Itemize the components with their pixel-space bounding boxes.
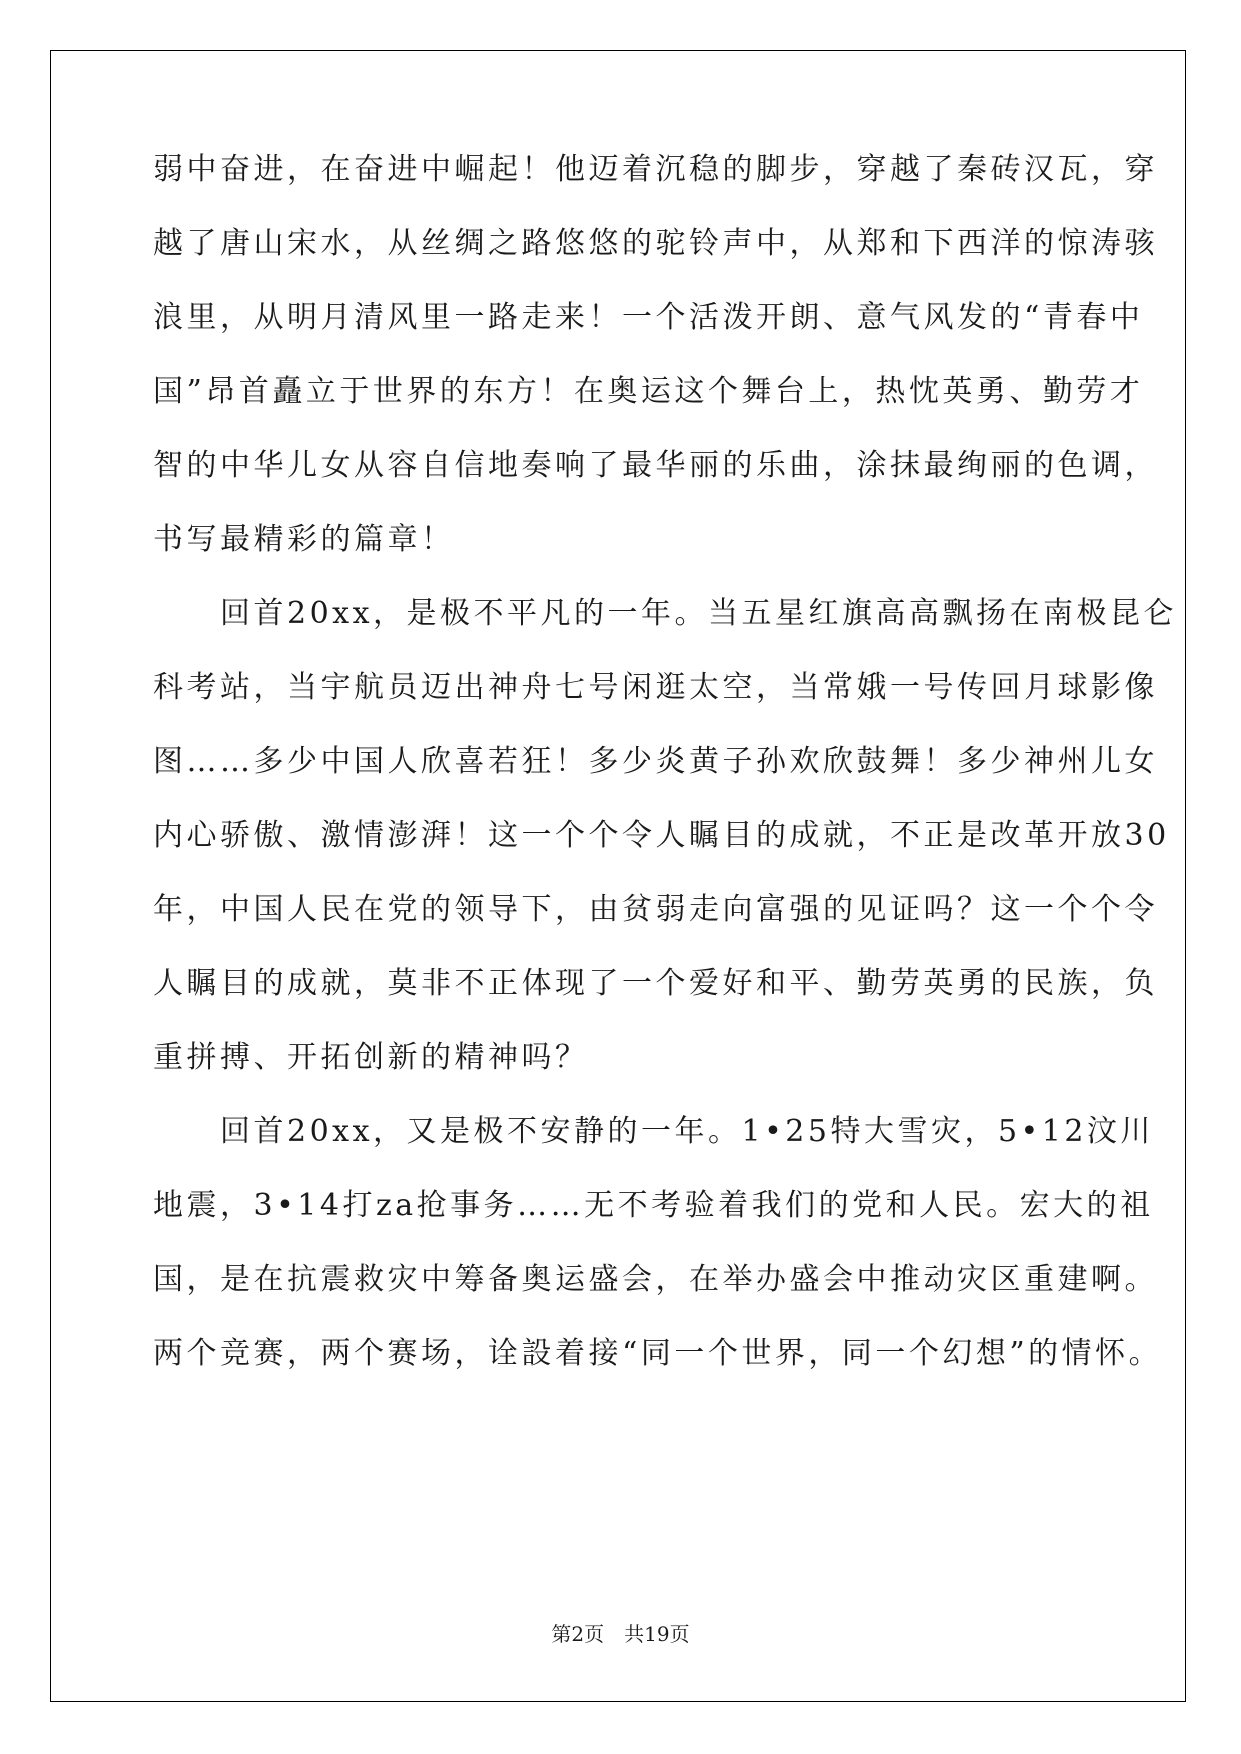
- text-line: 回首20xx，又是极不安静的一年。1•25特大雪灾，5•12汶川: [153, 1114, 1154, 1149]
- text-line: 科考站，当宇航员迈出神舟七号闲逛太空，当常娥一号传回月球影像: [153, 670, 1158, 705]
- text-line: 内心骄傲、激情澎湃！这一个个令人瞩目的成就，不正是改革开放30: [153, 818, 1170, 853]
- text-line: 图……多少中国人欣喜若狂！多少炎黄子孙欢欣鼓舞！多少神州儿女: [153, 744, 1158, 779]
- text-line: 智的中华儿女从容自信地奏响了最华丽的乐曲，涂抹最绚丽的色调，: [153, 448, 1158, 483]
- text-line: 弱中奋进，在奋进中崛起！他迈着沉稳的脚步，穿越了秦砖汉瓦，穿: [153, 152, 1158, 187]
- text-line: 回首20xx，是极不平凡的一年。当五星红旗高高飘扬在南极昆仑: [153, 596, 1178, 631]
- text-line: 国”昂首矗立于世界的东方！在奥运这个舞台上，热忱英勇、勤劳才: [153, 374, 1144, 409]
- text-line: 重拼搏、开拓创新的精神吗？: [153, 1040, 589, 1075]
- page-number-footer: 第2页 共19页: [551, 1622, 690, 1646]
- text-line: 两个竞赛，两个赛场，诠設着接“同一个世界，同一个幻想”的情怀。: [153, 1336, 1163, 1371]
- text-line: 书写最精彩的篇章！: [153, 522, 455, 557]
- text-line: 国，是在抗震救灾中筹备奥运盛会，在举办盛会中推动灾区重建啊。: [153, 1262, 1158, 1297]
- page-border: [50, 50, 1186, 1702]
- text-line: 地震，3•14打za抢事务……无不考验着我们的党和人民。宏大的祖: [153, 1188, 1154, 1223]
- text-line: 浪里，从明月清风里一路走来！一个活泼开朗、意气风发的“青春中: [153, 300, 1144, 335]
- text-line: 年，中国人民在党的领导下，由贫弱走向富强的见证吗？这一个个令: [153, 892, 1158, 927]
- text-line: 越了唐山宋水，从丝绸之路悠悠的驼铃声中，从郑和下西洋的惊涛骇: [153, 226, 1158, 261]
- text-line: 人瞩目的成就，莫非不正体现了一个爱好和平、勤劳英勇的民族，负: [153, 966, 1158, 1001]
